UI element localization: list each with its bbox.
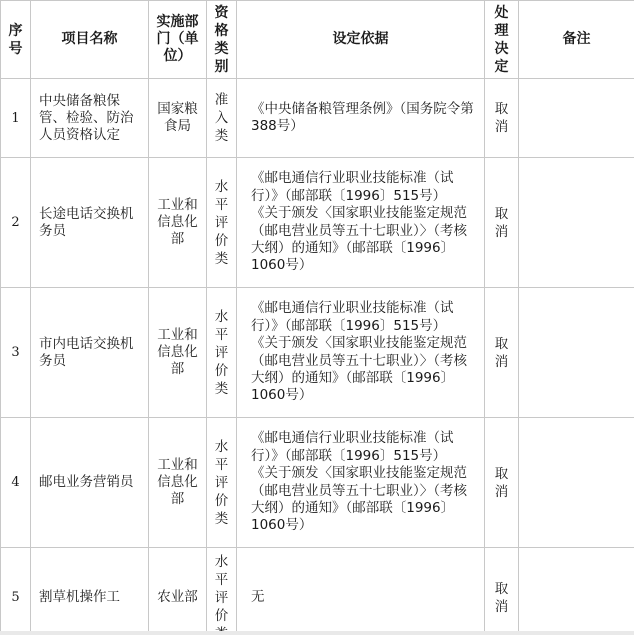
table-row	[1, 418, 634, 548]
remark-cell	[519, 288, 634, 418]
remark-cell	[519, 548, 634, 635]
header-dept: 实施部门（单位）	[149, 1, 207, 79]
category-cell: 水平评价类	[207, 288, 237, 418]
decision-cell: 取消	[485, 79, 519, 158]
seq-cell: 2	[1, 158, 31, 288]
category-cell: 水平评价类	[207, 418, 237, 548]
remark-cell	[519, 418, 634, 548]
table-row	[1, 158, 634, 288]
basis-cell: 无	[237, 548, 485, 635]
bottom-scroll-edge	[0, 631, 634, 635]
header-row	[1, 1, 634, 79]
category-cell: 水平评价类	[207, 158, 237, 288]
dept-cell: 国家粮食局	[149, 79, 207, 158]
basis-cell: 《邮电通信行业职业技能标准（试行）》（邮部联〔1996〕515号） 《关于颁发〈国家职业技能鉴定规范（邮电营业员等五十七职业）〉（考核大纲）的通知》（邮部联〔1996〕1060号）	[237, 158, 485, 288]
table-row	[1, 288, 634, 418]
basis-cell: 《中央储备粮管理条例》（国务院令第388号）	[237, 79, 485, 158]
basis-cell: 《邮电通信行业职业技能标准（试行）》（邮部联〔1996〕515号） 《关于颁发〈国家职业技能鉴定规范（邮电营业员等五十七职业）〉（考核大纲）的通知》（邮部联〔1996〕1060号）	[237, 418, 485, 548]
name-cell: 长途电话交换机务员	[31, 158, 149, 288]
dept-cell: 工业和信息化部	[149, 158, 207, 288]
header-seq: 序号	[1, 1, 31, 79]
decision-cell: 取消	[485, 548, 519, 635]
dept-cell: 工业和信息化部	[149, 418, 207, 548]
header-decision: 处理决定	[485, 1, 519, 79]
decision-cell: 取消	[485, 418, 519, 548]
decision-cell: 取消	[485, 288, 519, 418]
category-cell: 水平评价	[207, 548, 237, 635]
table-row	[1, 79, 634, 158]
header-remark: 备注	[519, 1, 634, 79]
name-cell: 中央储备粮保管、检验、防治人员资格认定	[31, 79, 149, 158]
table-row	[1, 548, 634, 635]
seq-cell: 1	[1, 79, 31, 158]
basis-cell: 《邮电通信行业职业技能标准（试行）》（邮部联〔1996〕515号） 《关于颁发〈国家职业技能鉴定规范（邮电营业员等五十七职业）〉（考核大纲）的通知》（邮部联〔1996〕1060号）	[237, 288, 485, 418]
seq-cell: 4	[1, 418, 31, 548]
name-cell: 市内电话交换机务员	[31, 288, 149, 418]
dept-cell: 工业和信息化部	[149, 288, 207, 418]
header-name: 项目名称	[31, 1, 149, 79]
header-basis: 设定依据	[237, 1, 485, 79]
decision-cell: 取消	[485, 158, 519, 288]
category-cell: 准入类	[207, 79, 237, 158]
dept-cell: 农业部	[149, 548, 207, 635]
seq-cell: 3	[1, 288, 31, 418]
name-cell: 割草机操作工	[31, 548, 149, 635]
name-cell: 邮电业务营销员	[31, 418, 149, 548]
remark-cell	[519, 158, 634, 288]
seq-cell: 5	[1, 548, 31, 635]
remark-cell	[519, 79, 634, 158]
header-category: 资格类别	[207, 1, 237, 79]
